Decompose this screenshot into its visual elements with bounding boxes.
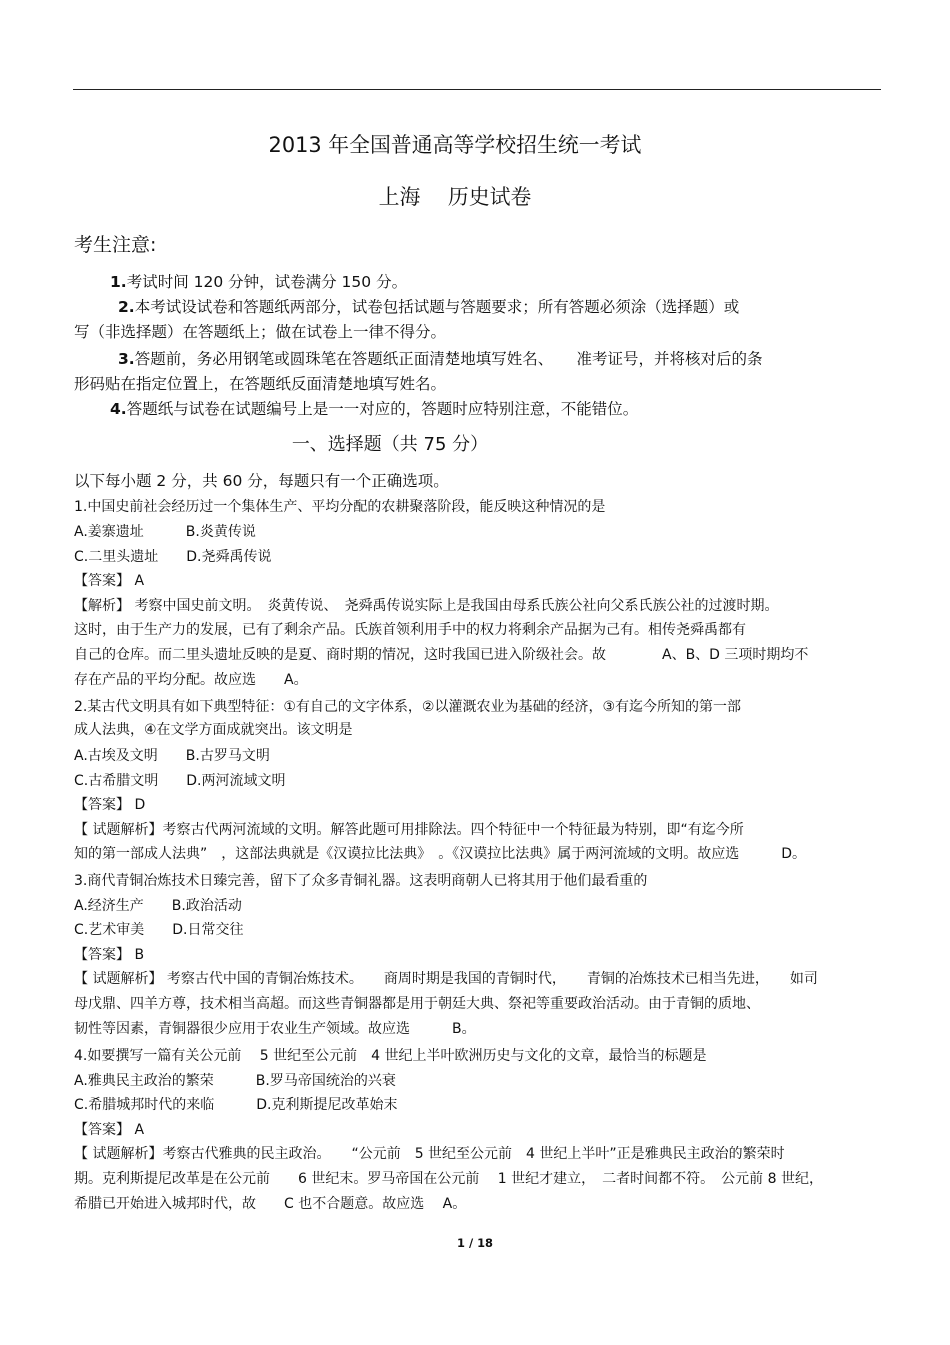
q3-analysis-1: 【 试题解析】 考察古代中国的青铜冶炼技术。 商周时期是我国的青铜时代， 青铜的冶炼技术已相当先进， 如司 [74,971,818,987]
q3-options-cd: C.艺术审美 D.日常交往 [74,922,244,938]
page-number: 1 / 18 [457,1236,493,1250]
q1-options-ab: A.姜寨遗址 B.炎黄传说 [74,524,256,540]
question-3: 3.商代青铜冶炼技术日臻完善，留下了众多青铜礼器。这表明商朝人已将其用于他们最看重的 [74,873,648,889]
q1-options-cd: C.二里头遗址 D.尧舜禹传说 [74,549,272,565]
q3-answer: 【答案】 B [74,947,145,963]
q2-options-cd: C.古希腊文明 D.两河流域文明 [74,773,286,789]
q1-analysis-1: 【解析】 考察中国史前文明。 炎黄传说、 尧舜禹传说实际上是我国由母系氏族公社向父系氏族公社的过渡时期。 [74,598,779,614]
q2-options-ab: A.古埃及文明 B.古罗马文明 [74,748,270,764]
q1-answer: 【答案】 A [74,573,145,589]
notice-item-2-cont: 写（非选择题）在答题纸上；做在试卷上一律不得分。 [74,323,447,341]
question-1: 1.中国史前社会经历过一个集体生产、平均分配的农耕聚落阶段，能反映这种情况的是 [74,499,606,515]
q1-analysis-3: 自己的仓库。而二里头遗址反映的是夏、商时期的情况，这时我国已进入阶级社会。故 A、B、D 三项时期均不 [74,647,809,663]
notice-item-4: 4.答题纸与试卷在试题编号上是一一对应的，答题时应特别注意，不能错位。 [110,400,639,418]
q4-analysis-2: 期。克利斯提尼改革是在公元前 6 世纪末。罗马帝国在公元前 1 世纪才建立， 二者时间都不符。 公元前 8 世纪， [74,1171,823,1187]
notice-item-2: 2.本考试设试卷和答题纸两部分，试卷包括试题与答题要求；所有答题必须涂（选择题）或 [118,298,740,316]
question-4: 4.如要撰写一篇有关公元前 5 世纪至公元前 4 世纪上半叶欧洲历史与文化的文章，最恰当的标题是 [74,1048,707,1064]
notice-item-3-cont: 形码贴在指定位置上，在答题纸反面清楚地填写姓名。 [74,375,447,393]
question-2: 2.某古代文明具有如下典型特征：①有自己的文字体系，②以灌溉农业为基础的经济，③有迄今所知的第一部 [74,699,742,715]
question-2-cont: 成人法典，④在文学方面成就突出。该文明是 [74,722,353,738]
q4-options-ab: A.雅典民主政治的繁荣 B.罗马帝国统治的兴衰 [74,1073,396,1089]
q4-options-cd: C.希腊城邦时代的来临 D.克利斯提尼改革始末 [74,1097,398,1113]
q1-analysis-2: 这时，由于生产力的发展，已有了剩余产品。氏族首领利用手中的权力将剩余产品据为己有。相传尧舜禹都有 [74,622,746,638]
notice-item-1: 1.考试时间 120 分钟，试卷满分 150 分。 [110,273,408,291]
notice-item-3: 3.答题前，务必用钢笔或圆珠笔在答题纸正面清楚地填写姓名、 准考证号，并将核对后的条 [118,350,763,368]
section-title: 一、选择题（共 75 分） [291,434,489,455]
q2-answer: 【答案】 D [74,797,146,813]
section-instruction: 以下每小题 2 分，共 60 分，每题只有一个正确选项。 [74,472,449,490]
q4-analysis-1: 【 试题解析】考察古代雅典的民主政治。 “公元前 5 世纪至公元前 4 世纪上半叶”正是雅典民主政治的繁荣时 [74,1146,785,1162]
q2-analysis-1: 【 试题解析】考察古代两河流域的文明。解答此题可用排除法。四个特征中一个特征最为特别，即“有迄今所 [74,822,744,838]
q2-analysis-2: 知的第一部成人法典” ，这部法典就是《汉谟拉比法典》 。《汉谟拉比法典》属于两河流域的文明。故应选 D。 [74,846,807,862]
exam-title: 2013 年全国普通高等学校招生统一考试 [268,133,642,157]
q3-analysis-3: 韧性等因素，青铜器很少应用于农业生产领域。故应选 B。 [74,1021,476,1037]
notice-heading: 考生注意: [74,234,157,256]
exam-subtitle: 上海 历史试卷 [378,185,532,209]
q3-analysis-2: 母戊鼎、四羊方尊，技术相当高超。而这些青铜器都是用于朝廷大典、祭祀等重要政治活动。由于青铜的质地、 [74,996,760,1012]
q1-analysis-4: 存在产品的平均分配。故应选 A。 [74,672,308,688]
q4-analysis-3: 希腊已开始进入城邦时代，故 C 也不合题意。故应选 A。 [74,1196,467,1212]
q4-answer: 【答案】 A [74,1122,145,1138]
q3-options-ab: A.经济生产 B.政治活动 [74,898,242,914]
header-rule [73,89,881,90]
